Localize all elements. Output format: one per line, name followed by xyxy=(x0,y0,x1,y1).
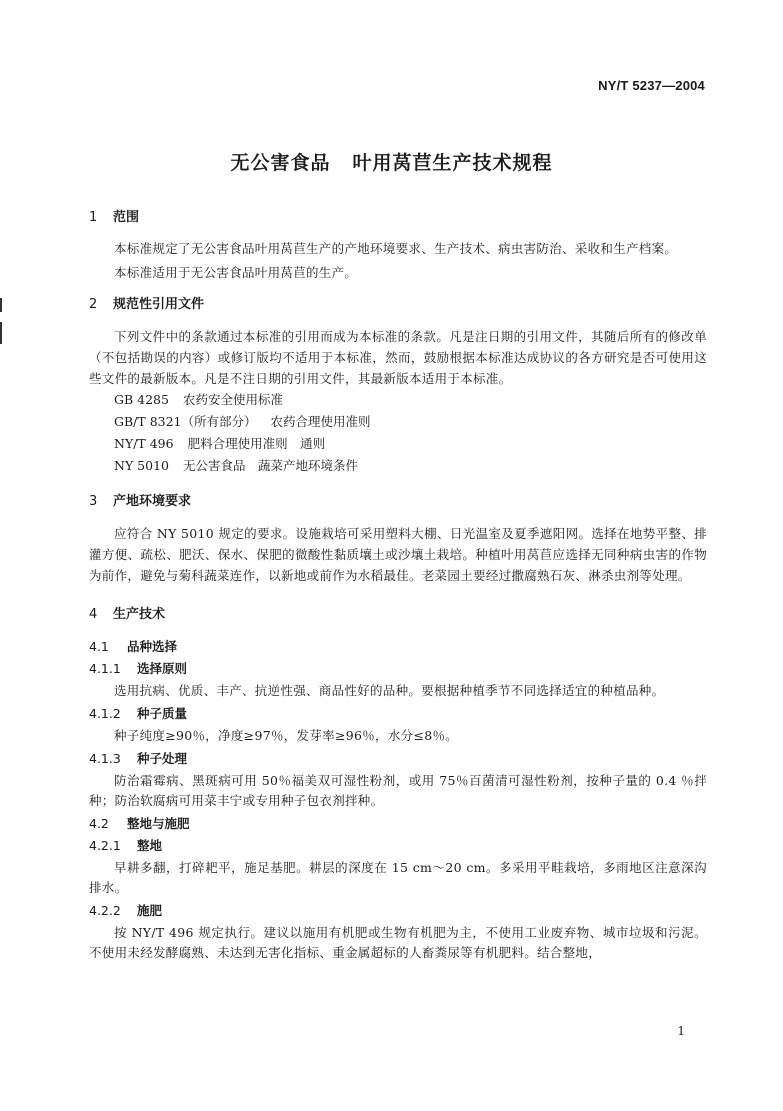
scan-margin-mark xyxy=(0,322,2,344)
section-4-1-1-paragraph: 选用抗病、优质、丰产、抗逆性强、商品性好的品种。要根据种植季节不同选择适宜的种植品种。 xyxy=(114,683,665,698)
section-4-2-2-paragraph: 按 NY/T 496 规定执行。建议以施用有机肥或生物有机肥为主，不使用工业废弃物、城市垃圾和污泥。不使用未经发酵腐熟、未达到无害化指标、重金属超标的人畜粪尿等有机肥料。结合整地， xyxy=(89,925,707,960)
section-4-1-3-paragraph: 防治霜霉病、黑斑病可用 50％福美双可湿性粉剂，或用 75％百菌清可湿性粉剂，按种子量的 0.4 ％拌种；防治软腐病可用菜丰宁或专用种子包衣剂拌种。 xyxy=(89,773,707,808)
reference-item: NY 5010 无公害食品 蔬菜产地环境条件 xyxy=(114,458,358,473)
standard-code: NY/T 5237—2004 xyxy=(598,78,705,93)
document-body xyxy=(89,209,707,963)
section-1-paragraph: 本标准规定了无公害食品叶用莴苣生产的产地环境要求、生产技术、病虫害防治、采收和生产档案。 xyxy=(114,241,678,256)
reference-item: GB/T 8321（所有部分） 农药合理使用准则 xyxy=(114,414,371,429)
section-4-1-heading: 4.1 品种选择 xyxy=(89,639,178,654)
section-3-heading: 3 产地环境要求 xyxy=(89,494,192,509)
section-1-paragraph: 本标准适用于无公害食品叶用莴苣的生产。 xyxy=(114,265,358,280)
section-4-2-1-heading: 4.2.1 整地 xyxy=(89,838,163,853)
section-4-heading: 4 生产技术 xyxy=(89,607,166,622)
section-4-2-heading: 4.2 整地与施肥 xyxy=(89,816,190,831)
section-1-heading: 1 范围 xyxy=(89,210,140,225)
section-4-1-2-heading: 4.1.2 种子质量 xyxy=(89,706,188,721)
title-part-2: 叶用莴苣生产技术规程 xyxy=(352,152,553,174)
section-4-1-3-heading: 4.1.3 种子处理 xyxy=(89,751,188,766)
section-3-paragraph: 应符合 NY 5010 规定的要求。设施栽培可采用塑料大棚、日光温室及夏季遮阳网。选择在地势平整、排灌方便、疏松、肥沃、保水、保肥的微酸性黏质壤土或沙壤土栽培。种植叶用莴苣应选择无同种病虫害的作物为前作，避免与菊科蔬菜连作，以新地或前作为水稻最佳。老菜园土要经过撒腐熟石灰、淋杀虫剂等处理。 xyxy=(89,526,707,583)
section-4-2-2-heading: 4.2.2 施肥 xyxy=(89,903,163,918)
title-part-1: 无公害食品 xyxy=(230,152,331,174)
reference-item: GB 4285 农药安全使用标准 xyxy=(114,392,283,407)
page-number: 1 xyxy=(677,1024,685,1038)
scan-margin-mark xyxy=(0,298,2,312)
section-2-paragraph: 下列文件中的条款通过本标准的引用而成为本标准的条款。凡是注日期的引用文件，其随后所有的修改单（不包括勘误的内容）或修订版均不适用于本标准，然而，鼓励根据本标准达成协议的各方研究是否可使用这些文件的最新版本。凡是不注日期的引用文件，其最新版本适用于本标准。 xyxy=(89,329,707,386)
reference-item: NY/T 496 肥料合理使用准则 通则 xyxy=(114,436,326,451)
section-4-2-1-paragraph: 早耕多翻，打碎耙平，施足基肥。耕层的深度在 15 cm～20 cm。多采用平畦栽培，多雨地区注意深沟排水。 xyxy=(89,860,707,895)
section-4-1-2-paragraph: 种子纯度≥90％，净度≥97％，发芽率≥96％，水分≤8％。 xyxy=(114,728,459,743)
section-4-1-1-heading: 4.1.1 选择原则 xyxy=(89,661,188,676)
document-title xyxy=(0,148,783,175)
section-2-heading: 2 规范性引用文件 xyxy=(89,297,205,312)
